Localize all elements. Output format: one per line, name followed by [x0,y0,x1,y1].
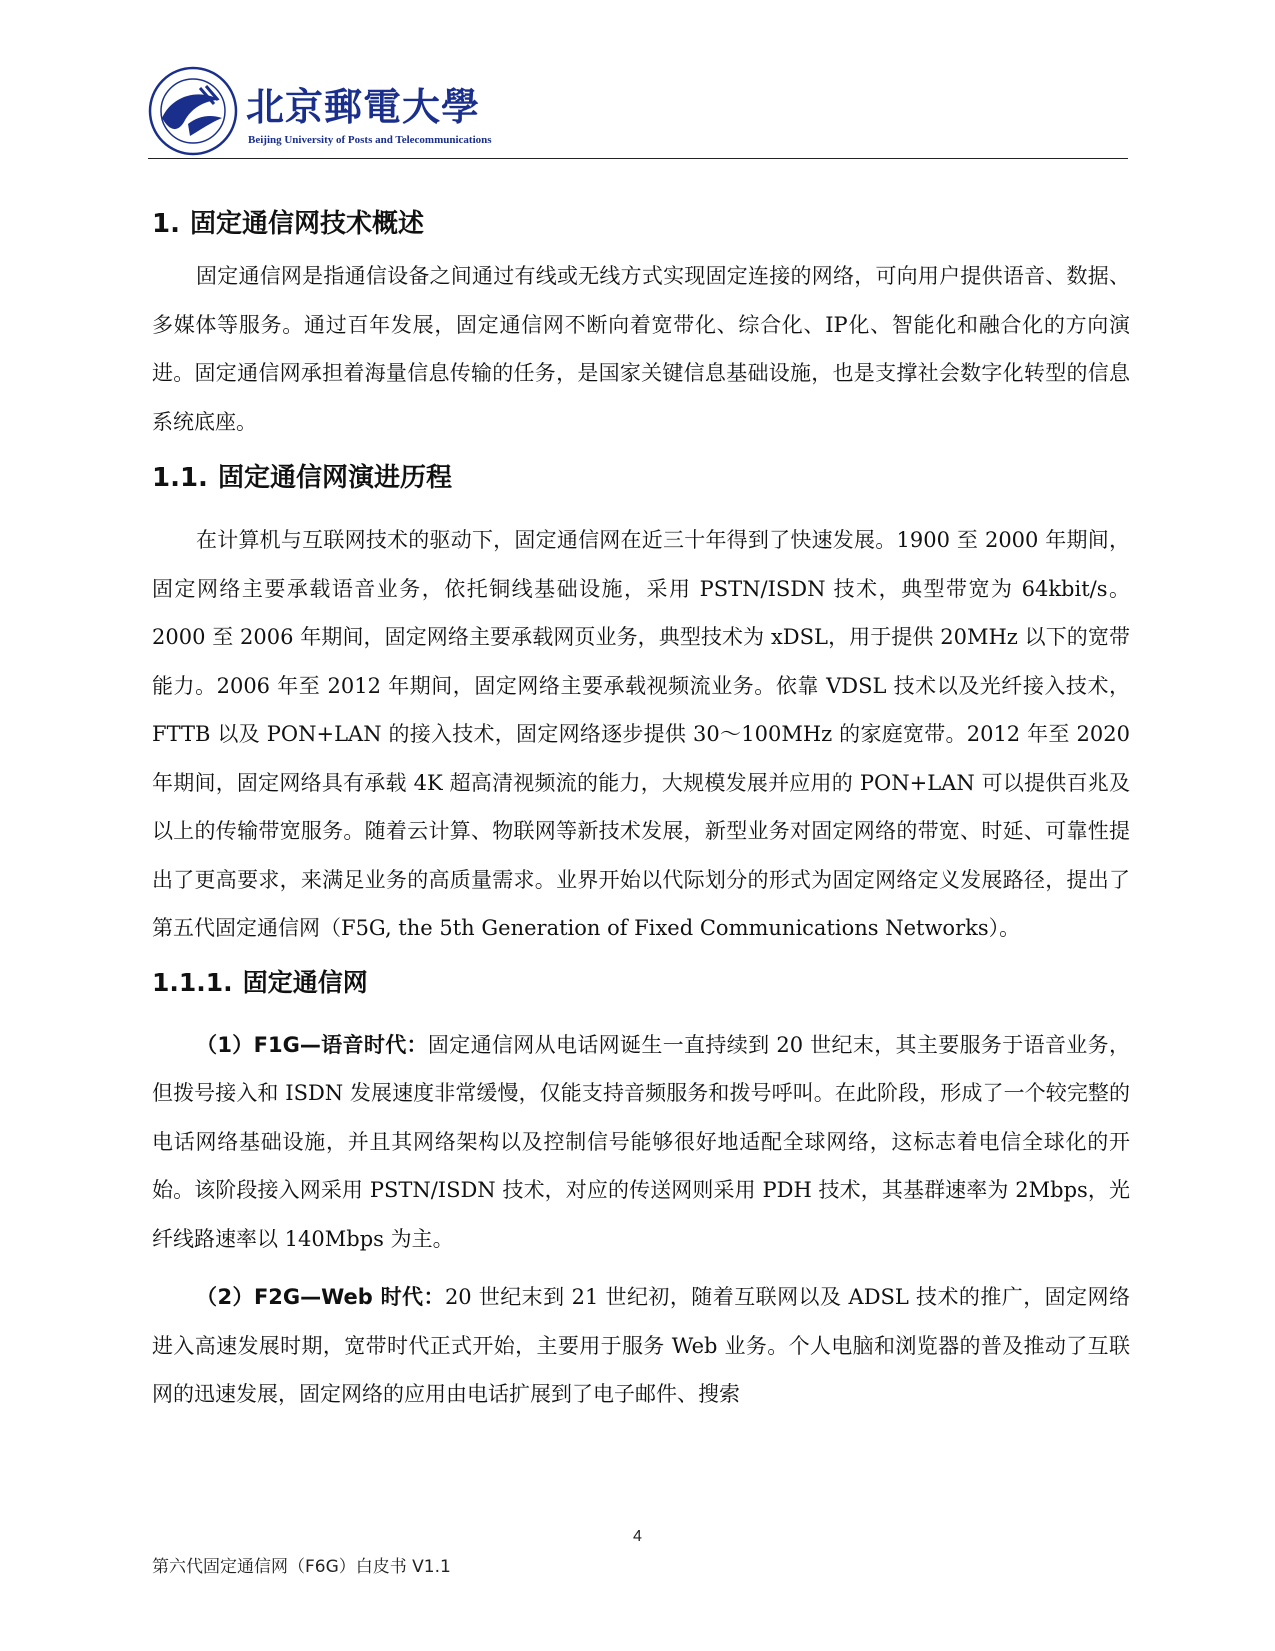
item-text: 20 世纪末到 21 世纪初，随着互联网以及 ADSL 技术的推广，固定网络进入高速发展时期，宽带时代正式开始，主要用于服务 Web 业务。个人电脑和浏览器的普及推动了互联网的迅速发展，固定网络的应用由电话扩展到了电子邮件、搜索 [152,1285,1131,1406]
item-text: 固定通信网从电话网诞生一直持续到 20 世纪末，其主要服务于语音业务，但拨号接入和 ISDN 发展速度非常缓慢，仅能支持音频服务和拨号呼叫。在此阶段，形成了一个较完整的电话网络基础设施，并且其网络架构以及控制信号能够很好地适配全球网络，这标志着电信全球化的开始。该阶段接入网采用 PSTN/ISDN 技术，对应的传送网则采用 PDH 技术，其基群速率为 2Mbps，光纤线路速率以 140Mbps 为主。 [152,1032,1130,1251]
section-heading-1 [152,196,1130,252]
logo-name-cn: 北京郵電大學 [246,84,481,129]
page-number: 4 [633,1528,642,1545]
footer-title: 第六代固定通信网（F6G）白皮书 V1.1 [152,1557,451,1577]
item-lead: （1）F1G—语音时代： [196,1032,428,1057]
logo-name-en: Beijing University of Posts and Telecommunications [248,134,492,146]
document-body [152,196,1130,1419]
section-title: 固定通信网技术概述 [189,209,424,239]
university-seal-icon [148,66,238,156]
section-number: 1. [152,209,180,239]
section-number: 1.1. [152,463,208,493]
item-lead: （2）F2G—Web 时代： [196,1285,445,1309]
section-heading-1-1-1 [152,955,1130,1011]
paragraph-overview: 固定通信网是指通信设备之间通过有线或无线方式实现固定连接的网络，可向用户提供语音、数据、多媒体等服务。通过百年发展，固定通信网不断向着宽带化、综合化、IP化、智能化和融合化的方向演进。固定通信网承担着海量信息传输的任务，是国家关键信息基础设施，也是支撑社会数字化转型的信息系统底座。 [152,264,1130,434]
paragraph-f1g [152,1021,1130,1264]
section-number: 1.1.1. [152,967,233,997]
section-heading-1-1 [152,450,1130,506]
section-title: 固定通信网 [242,967,368,997]
paragraph-f2g [152,1273,1130,1419]
section-title: 固定通信网演进历程 [217,463,452,493]
paragraph-evolution: 在计算机与互联网技术的驱动下，固定通信网在近三十年得到了快速发展。1900 至 2000 年期间，固定网络主要承载语音业务，依托铜线基础设施，采用 PSTN/ISDN 技术，典型带宽为 64kbit/s。2000 至 2006 年期间，固定网络主要承载网页业务，典型技术为 xDSL，用于提供 20MHz 以下的宽带能力。2006 年至 2012 年期间，固定网络主要承载视频流业务。依靠 VDSL 技术以及光纤接入技术，FTTB 以及 PON+LAN 的接入技术，固定网络逐步提供 30～100MHz 的家庭宽带。2012 年至 2020 年期间，固定网络具有承载 4K 超高清视频流的能力，大规模发展并应用的 PON+LAN 可以提供百兆及以上的传输带宽服务。随着云计算、物联网等新技术发展，新型业务对固定网络的带宽、时延、可靠性提出了更高要求，来满足业务的高质量需求。业界开始以代际划分的形式为固定网络定义发展路径，提出了第五代固定通信网（F5G, the 5th Generation of Fixed Communications Networks）。 [152,528,1130,940]
page-header [148,60,1128,159]
